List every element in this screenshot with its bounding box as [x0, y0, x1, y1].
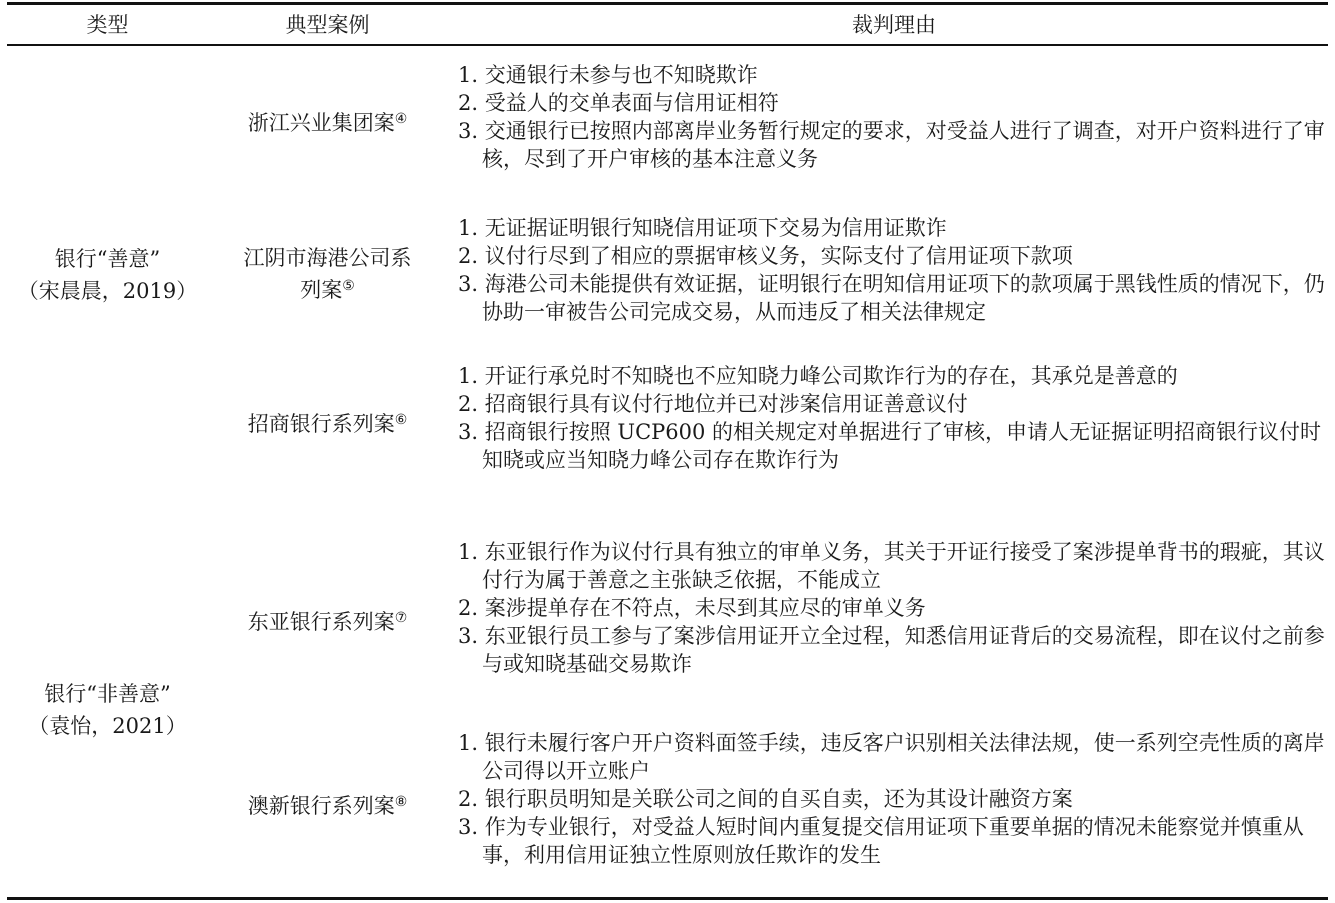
case-cell — [215, 790, 440, 822]
reason-item: 3. 海港公司未能提供有效证据，证明银行在明知信用证项下的款项属于黑钱性质的情况下，仍协助一审被告公司完成交易，从而违反了相关法律规定 — [458, 272, 1325, 324]
reason-list — [458, 362, 1330, 474]
reason-list — [458, 214, 1330, 326]
reason-list — [458, 538, 1330, 678]
footnote-marker: ⑥ — [394, 412, 408, 428]
reason-item: 3. 交通银行已按照内部离岸业务暂行规定的要求，对受益人进行了调查，对开户资料进行了审核，尽到了开户审核的基本注意义务 — [458, 119, 1325, 171]
case-name: 澳新银行系列案 — [247, 794, 395, 818]
header-reason: 裁判理由 — [852, 13, 936, 37]
case-cell — [215, 107, 440, 139]
reason-item: 3. 东亚银行员工参与了案涉信用证开立全过程，知悉信用证背后的交易流程，即在议付之前参与或知晓基础交易欺诈 — [458, 624, 1325, 676]
reason-item: 3. 招商银行按照 UCP600 的相关规定对单据进行了审核，申请人无证据证明招商银行议付时知晓或应当知晓力峰公司存在欺诈行为 — [458, 420, 1322, 472]
table-bottom-rule — [7, 897, 1328, 900]
type-cell-bad-faith — [0, 678, 215, 742]
case-name: 浙江兴业集团案 — [247, 111, 395, 135]
reason-item: 1. 东亚银行作为议付行具有独立的审单义务，其关于开证行接受了案涉提单背书的瑕疵，其议付行为属于善意之主张缺乏依据，不能成立 — [458, 540, 1325, 592]
reason-item: 1. 交通银行未参与也不知晓欺诈 — [458, 63, 758, 87]
case-cell — [215, 408, 440, 440]
reason-item: 1. 银行未履行客户开户资料面签手续，违反客户识别相关法律法规，使一系列空壳性质的离岸公司得以开立账户 — [458, 731, 1325, 783]
case-cell — [215, 606, 440, 638]
footnote-marker: ⑧ — [394, 794, 408, 810]
type-citation: （宋晨晨，2019） — [17, 279, 198, 303]
reason-list — [458, 61, 1330, 173]
reason-item: 1. 无证据证明银行知晓信用证项下交易为信用证欺诈 — [458, 216, 947, 240]
header-type: 类型 — [86, 13, 129, 37]
reason-item: 1. 开证行承兑时不知晓也不应知晓力峰公司欺诈行为的存在，其承兑是善意的 — [458, 364, 1178, 388]
footnote-marker: ④ — [394, 111, 408, 127]
reason-list — [458, 729, 1330, 869]
table-top-rule — [7, 2, 1328, 5]
reason-item: 3. 作为专业银行，对受益人短时间内重复提交信用证项下重要单据的情况未能察觉并慎重从事，利用信用证独立性原则放任欺诈的发生 — [458, 815, 1304, 867]
type-label: 银行“善意” — [54, 247, 161, 271]
type-citation: （袁怡，2021） — [28, 714, 187, 738]
case-name: 江阴市海港公司系 — [243, 246, 412, 270]
header-case: 典型案例 — [285, 13, 370, 37]
reason-item: 2. 议付行尽到了相应的票据审核义务，实际支付了信用证项下款项 — [458, 244, 1073, 268]
table-header-rule — [7, 44, 1328, 46]
type-label: 银行“非善意” — [44, 682, 171, 706]
case-name: 列案 — [300, 278, 343, 302]
reason-item: 2. 受益人的交单表面与信用证相符 — [458, 91, 779, 115]
reason-item: 2. 案涉提单存在不符点，未尽到其应尽的审单义务 — [458, 596, 926, 620]
type-cell-good-faith — [0, 243, 215, 307]
reason-item: 2. 银行职员明知是关联公司之间的自买自卖，还为其设计融资方案 — [458, 787, 1073, 811]
case-cell — [215, 242, 440, 306]
case-name: 东亚银行系列案 — [247, 610, 395, 634]
case-name: 招商银行系列案 — [247, 412, 395, 436]
reason-item: 2. 招商银行具有议付行地位并已对涉案信用证善意议付 — [458, 392, 968, 416]
footnote-marker: ⑦ — [394, 610, 408, 626]
footnote-marker: ⑤ — [342, 278, 355, 294]
